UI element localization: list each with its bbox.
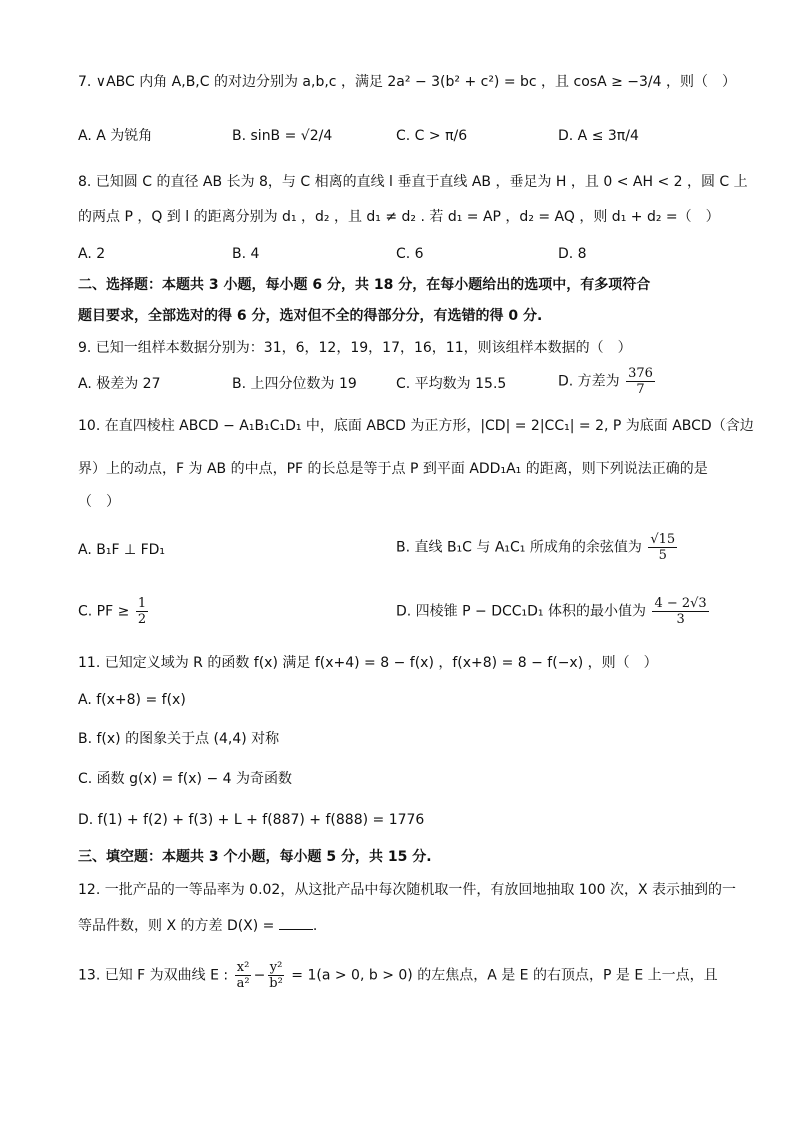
q8-option-a[interactable]: A. 2 — [78, 246, 106, 262]
q7-option-b[interactable]: B. sinB = √2/4 — [232, 128, 333, 144]
q10-line-1: 10. 在直四棱柱 ABCD − A₁B₁C₁D₁ 中，底面 ABCD 为正方形，|CD| = 2|CC₁| = 2, P 为底面 ABCD（含边 — [78, 418, 754, 434]
q11-option-b[interactable]: B. f(x) 的图象关于点 (4,4) 对称 — [78, 731, 280, 747]
q12-line-2-period: . — [312, 918, 318, 934]
q10-option-b-label: B. 直线 B₁C 与 A₁C₁ 所成角的余弦值为 — [396, 539, 642, 556]
q8-option-d[interactable]: D. 8 — [558, 246, 587, 262]
q9-option-c[interactable]: C. 平均数为 15.5 — [396, 376, 507, 392]
q8-option-c[interactable]: C. 6 — [396, 246, 424, 262]
q11-option-d[interactable]: D. f(1) + f(2) + f(3) + L + f(887) + f(888) = 1776 — [78, 812, 425, 828]
q7-option-a[interactable]: A. A 为锐角 — [78, 128, 153, 144]
section-2-heading-line-1: 二、选择题：本题共 3 小题，每小题 6 分，共 18 分，在每小题给出的选项中，有多项符合 — [78, 277, 651, 293]
q9-option-b[interactable]: B. 上四分位数为 19 — [232, 376, 357, 392]
q10-line-2: 界）上的动点，F 为 AB 的中点，PF 的长总是等于点 P 到平面 ADD₁A₁ 的距离，则下列说法正确的是 — [78, 461, 708, 477]
q12-line-1: 12. 一批产品的一等品率为 0.02，从这批产品中每次随机取一件，有放回地抽取 100 次，X 表示抽到的一 — [78, 882, 736, 898]
q10-option-c[interactable] — [78, 596, 150, 627]
q10-line-3: （ ） — [78, 494, 120, 510]
fraction-denominator: 3 — [676, 612, 685, 627]
q10-option-a[interactable]: A. B₁F ⊥ FD₁ — [78, 542, 166, 558]
fraction-denominator: 5 — [658, 548, 667, 563]
q13-y-fraction — [267, 960, 285, 991]
fraction-denominator: b² — [269, 976, 283, 991]
q9-text: 9. 已知一组样本数据分别为：31，6，12，19，17，16，11，则该组样本数据的（ ） — [78, 340, 632, 356]
q10-option-c-fraction — [136, 596, 148, 627]
q8-line-2: 的两点 P ，Q 到 l 的距离分别为 d₁ ，d₂ ，且 d₁ ≠ d₂ . 若 d₁ = AP ，d₂ = AQ ，则 d₁ + d₂ =（ ） — [78, 209, 720, 225]
q12-line-2 — [78, 915, 317, 936]
q8-option-b[interactable]: B. 4 — [232, 246, 260, 262]
fraction-denominator: 2 — [137, 612, 147, 627]
q9-variance-fraction — [626, 366, 655, 397]
q10-option-b-fraction — [648, 532, 677, 563]
q8-line-1: 8. 已知圆 C 的直径 AB 长为 8，与 C 相离的直线 l 垂直于直线 AB ，垂足为 H ，且 0 < AH < 2 ，圆 C 上 — [78, 174, 748, 190]
question-7 — [78, 72, 736, 92]
section-3-heading: 三、填空题：本题共 3 个小题，每小题 5 分，共 15 分. — [78, 849, 432, 865]
q7-option-c[interactable]: C. C > π/6 — [396, 128, 468, 144]
q10-option-c-label: C. PF ≥ — [78, 603, 130, 620]
q10-option-b[interactable] — [396, 532, 679, 563]
q9-option-a[interactable]: A. 极差为 27 — [78, 376, 161, 392]
q10-option-d[interactable] — [396, 596, 711, 627]
q7-option-d[interactable]: D. A ≤ 3π/4 — [558, 128, 639, 144]
q12-answer-blank[interactable] — [279, 915, 313, 930]
fraction-denominator: 7 — [636, 382, 645, 397]
q13-prefix: 13. 已知 F 为双曲线 E : — [78, 967, 229, 984]
q9-option-d[interactable] — [558, 366, 657, 397]
fraction-numerator: √15 — [650, 532, 676, 547]
q13-x-fraction — [235, 960, 252, 991]
fraction-numerator: 4 − 2√3 — [654, 596, 707, 611]
section-2-heading-line-2: 题目要求，全部选对的得 6 分，选对但不全的得部分分，有选错的得 0 分. — [78, 308, 543, 324]
q10-option-d-fraction — [652, 596, 708, 627]
fraction-numerator: 1 — [137, 596, 147, 611]
q11-option-a[interactable]: A. f(x+8) = f(x) — [78, 692, 186, 708]
fraction-numerator: 376 — [628, 366, 653, 381]
q11-text: 11. 已知定义域为 R 的函数 f(x) 满足 f(x+4) = 8 − f(x) ，f(x+8) = 8 − f(−x) ，则（ ） — [78, 655, 658, 671]
q7-prefix: 7. ∨ — [78, 74, 107, 90]
q11-option-c[interactable]: C. 函数 g(x) = f(x) − 4 为奇函数 — [78, 771, 292, 787]
fraction-numerator: x² — [236, 960, 250, 975]
fraction-numerator: y² — [269, 960, 283, 975]
fraction-denominator: a² — [236, 976, 250, 991]
q13-minus: − — [253, 967, 266, 984]
q13-suffix: = 1(a > 0, b > 0) 的左焦点，A 是 E 的右顶点，P 是 E 上一点，且 — [291, 967, 718, 984]
q12-line-2-text: 等品件数，则 X 的方差 D(X) = — [78, 918, 275, 934]
q13-text — [78, 960, 718, 991]
q9-option-d-label: D. 方差为 — [558, 373, 620, 390]
q7-text: ABC 内角 A,B,C 的对边分别为 a,b,c ，满足 2a² − 3(b² + c²) = bc ，且 cosA ≥ −3/4 ，则（ ） — [106, 74, 736, 90]
q10-option-d-label: D. 四棱锥 P − DCC₁D₁ 体积的最小值为 — [396, 603, 646, 620]
